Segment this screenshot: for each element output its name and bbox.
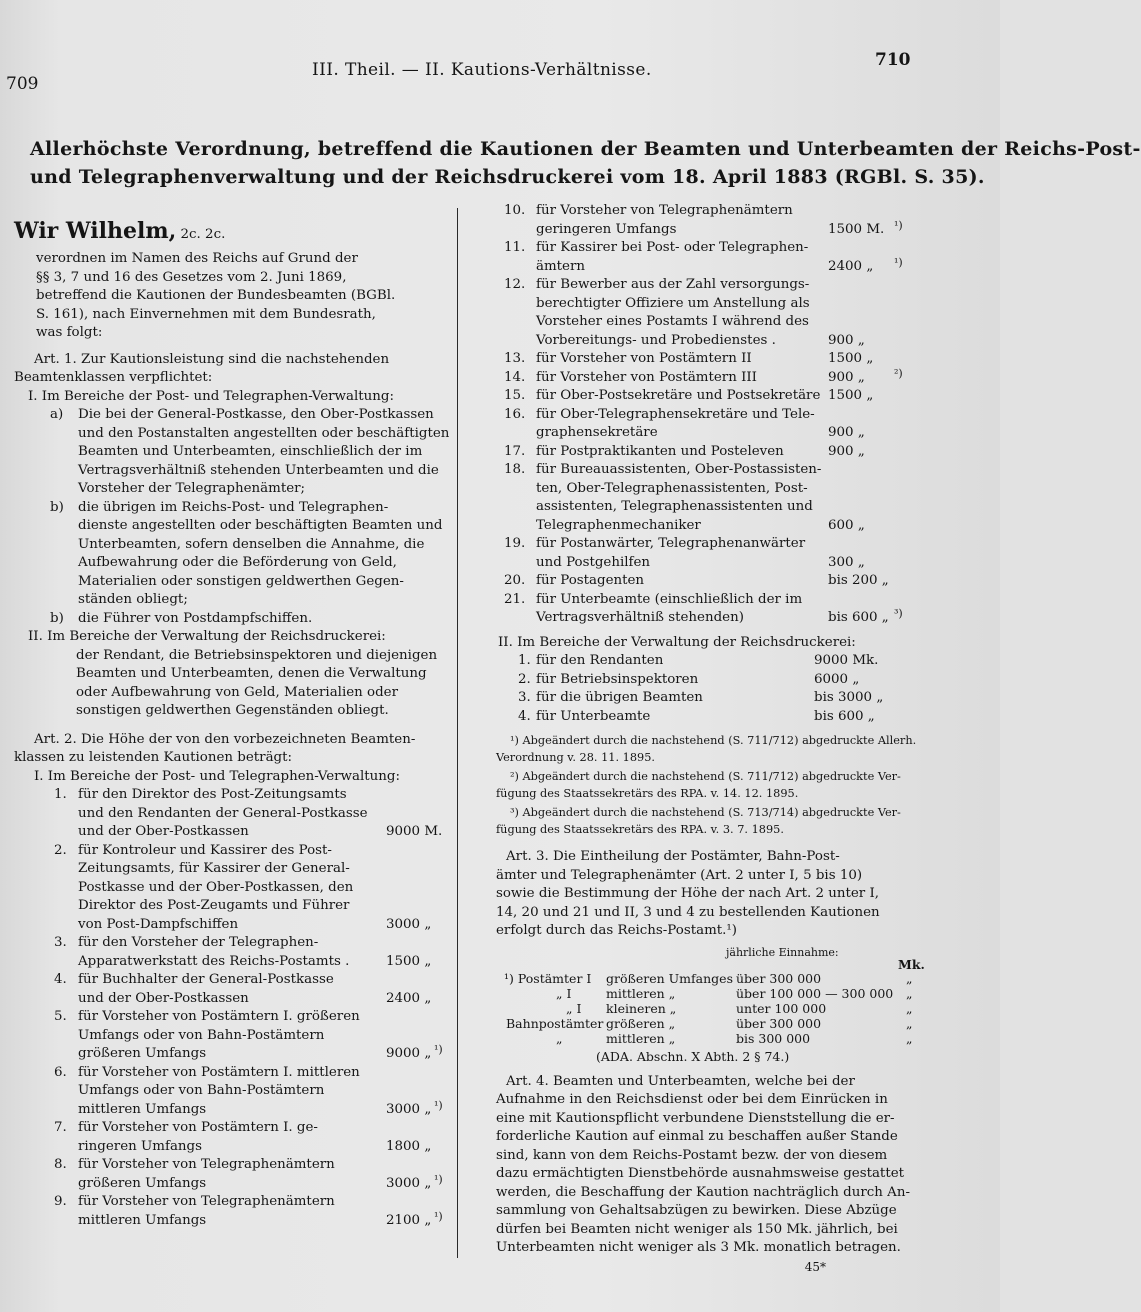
footnote <box>496 768 936 802</box>
art4-line: eine mit Kautionspflicht verbundene Dienststellung die er- <box>496 1110 895 1126</box>
item-line: für Vorsteher von Postämtern II <box>536 351 752 366</box>
document-title-line1: Allerhöchste Verordnung, betreffend die Kautionen der Beamten und Unterbeamten der Reichs-Post- <box>30 138 1141 160</box>
item-amount: 3000 „ <box>386 1175 432 1191</box>
item-line: Materialien oder sonstigen geldwerthen Gegen- <box>78 573 404 589</box>
item-line: Direktor des Post-Zeugamts und Führer <box>78 898 350 913</box>
item-mark: a) <box>50 407 64 422</box>
item-footnote-ref: ¹) <box>434 1209 443 1223</box>
item-number: 7. <box>54 1120 67 1135</box>
list-item <box>14 1008 454 1064</box>
art1-line: Beamtenklassen verpflichtet: <box>14 370 213 385</box>
section2-text <box>14 647 454 721</box>
item-number: 4. <box>54 972 67 987</box>
table-cell-income: über 300 000 <box>736 1015 822 1031</box>
footnote-line: ³) Abgeändert durch die nachstehend (S. 713/714) abgedruckte Ver- <box>510 806 901 819</box>
item-amount: 300 „ <box>828 554 865 570</box>
art2-text <box>14 749 454 768</box>
table-cell-type: „ <box>556 1030 563 1046</box>
list-item <box>496 239 936 276</box>
art4-line: sammlung von Gehaltsabzügen zu bewirken. Diese Abzüge <box>496 1203 897 1218</box>
list-item <box>496 406 936 443</box>
item-line: ständen obliegt; <box>78 592 188 607</box>
item-number: 15. <box>504 388 526 403</box>
art1-label: Art. 1. <box>34 351 77 367</box>
table-cell-size: größeren „ <box>606 1015 676 1031</box>
table-cell-income: unter 100 000 <box>736 1000 827 1016</box>
item-line: Umfangs oder von Bahn-Postämtern <box>78 1083 325 1098</box>
table-cell-income: über 100 000 — 300 000 <box>736 985 894 1001</box>
druckerei-list <box>496 652 936 726</box>
item-line: mittleren Umfangs <box>78 1101 207 1117</box>
table-unit: Mk. <box>898 956 925 972</box>
signature-mark: 45* <box>804 1259 826 1274</box>
table-cell-ditto: „ <box>906 970 913 986</box>
item-footnote-ref: ²) <box>894 366 903 380</box>
list-item <box>496 572 936 591</box>
item-amount: 2400 „ <box>828 258 874 274</box>
item-line: Die bei der General-Postkasse, den Ober-Postkassen <box>78 407 434 422</box>
item-line: für Unterbeamte (einschließlich der im <box>536 591 803 607</box>
list-item <box>496 591 936 628</box>
item-text: für Betriebsinspektoren <box>536 671 699 687</box>
item-amount: 9000 M. <box>386 824 443 839</box>
left-column <box>14 218 454 1230</box>
art4-line: forderliche Kaution auf einmal zu beschaffen außer Stande <box>496 1129 898 1144</box>
list-item <box>14 842 454 935</box>
item-line: für Kontroleur und Kassirer des Post- <box>78 842 332 858</box>
item-amount: 900 „ <box>828 443 865 459</box>
footnote-line: fügung des Staatssekretärs des RPA. v. 3. 7. 1895. <box>496 823 784 836</box>
item-footnote-ref: ¹) <box>894 255 903 269</box>
kaution-list-left <box>14 786 454 1230</box>
item-line: und der Ober-Postkassen <box>78 824 249 839</box>
druckerei-item <box>496 671 936 690</box>
item-line: für Kassirer bei Post- oder Telegraphen- <box>536 240 809 255</box>
item-amount: 9000 Mk. <box>814 653 879 668</box>
item-amount: bis 600 „ <box>828 610 889 625</box>
section2-line: Beamten und Unterbeamten, denen die Verwaltung <box>76 666 427 681</box>
item-mark: b) <box>50 499 64 515</box>
item-line: für Ober-Telegraphensekretäre und Tele- <box>536 406 815 422</box>
item-number: 10. <box>504 203 526 218</box>
item-number: 13. <box>504 351 526 366</box>
art3-line: erfolgt durch das Reichs-Postamt.¹) <box>496 923 737 938</box>
item-number: 20. <box>504 573 526 588</box>
item-line: für Vorsteher von Postämtern III <box>536 369 757 385</box>
item-line: und der Ober-Postkassen <box>78 990 249 1006</box>
art4-label: Art. 4. <box>506 1073 549 1089</box>
art4-line: Beamten und Unterbeamten, welche bei der <box>553 1073 855 1089</box>
footnote-line: ¹) Abgeändert durch die nachstehend (S. 711/712) abgedruckte Allerh. <box>510 734 917 747</box>
item-amount: 1500 „ <box>828 351 874 366</box>
item-line: für den Direktor des Post-Zeitungsamts <box>78 787 347 802</box>
table-cell-size: mittleren „ <box>606 985 676 1001</box>
item-text: für Unterbeamte <box>536 708 651 724</box>
table-cell-income: bis 300 000 <box>736 1030 811 1046</box>
item-footnote-ref: ³) <box>894 607 903 620</box>
list-item <box>14 934 454 971</box>
page-number-left: 709 <box>6 74 39 94</box>
table-cell-type: „ I <box>556 985 572 1001</box>
intro-wir: Wir Wilhelm, <box>14 218 177 244</box>
table-cell-ditto: „ <box>906 1030 913 1046</box>
einnahme-table <box>496 945 936 1067</box>
item-line: Vorsteher der Telegraphenämter; <box>78 481 306 496</box>
list-item <box>496 461 936 535</box>
item-amount: 900 „ <box>828 425 865 440</box>
item-number: 16. <box>504 406 526 422</box>
item-line: ämtern <box>536 258 586 274</box>
item-number: 3. <box>54 935 67 950</box>
item-footnote-ref: ¹) <box>434 1098 443 1112</box>
item-number: 8. <box>54 1157 67 1172</box>
intro-etc: 2c. 2c. <box>180 227 226 242</box>
item-amount: bis 3000 „ <box>814 690 884 705</box>
item-line: für Buchhalter der General-Postkasse <box>78 972 334 987</box>
item-number: 9. <box>54 1194 67 1209</box>
item-line: Zeitungsamts, für Kassirer der General- <box>78 861 350 876</box>
section2-line: sonstigen geldwerthen Gegenständen obliegt. <box>76 703 389 718</box>
item-line: für Vorsteher von Postämtern I. größeren <box>78 1009 360 1024</box>
art1-items <box>14 406 454 628</box>
item-line: Unterbeamten, sofern denselben die Annahme, die <box>78 536 425 552</box>
art1-text <box>14 369 454 388</box>
art3-line: ämter und Telegraphenämter (Art. 2 unter I, 5 bis 10) <box>496 867 863 883</box>
item-line: mittleren Umfangs <box>78 1212 207 1228</box>
art3-line: Die Eintheilung der Postämter, Bahn-Post- <box>553 849 840 864</box>
item-line: geringeren Umfangs <box>536 221 677 237</box>
kaution-list-right <box>496 202 936 628</box>
item-amount: bis 600 „ <box>814 708 875 724</box>
item-number: 11. <box>504 240 526 255</box>
item-footnote-ref: ¹) <box>434 1172 443 1186</box>
art4-text <box>496 1091 936 1258</box>
item-amount: 900 „ <box>828 369 865 385</box>
table-cell-type: ¹) Postämter I <box>504 970 592 986</box>
art2-line: Die Höhe der von den vorbezeichneten Beamten- <box>81 731 416 747</box>
item-number: 5. <box>54 1009 67 1024</box>
item-amount: 2100 „ <box>386 1212 432 1228</box>
item-line: die übrigen im Reichs-Post- und Telegraphen- <box>78 499 389 515</box>
art1-item <box>14 499 454 610</box>
item-number: 14. <box>504 369 526 385</box>
item-line: und den Rendanten der General-Postkasse <box>78 805 368 821</box>
document-title-line2: und Telegraphenverwaltung und der Reichsdruckerei vom 18. April 1883 (RGBl. S. 35). <box>30 166 985 188</box>
section2-line: oder Aufbewahrung von Geld, Materialien oder <box>76 684 399 700</box>
item-number: 19. <box>504 536 526 551</box>
item-number: 2. <box>54 842 67 858</box>
footnote <box>496 732 936 766</box>
item-line: assistenten, Telegraphenassistenten und <box>536 499 813 514</box>
item-line: Vorbereitungs- und Probedienstes . <box>536 332 776 348</box>
art4-line: dürfen bei Beamten nicht weniger als 150 Mk. jährlich, bei <box>496 1221 898 1237</box>
item-footnote-ref: ¹) <box>894 218 903 232</box>
art3-label: Art. 3. <box>506 849 549 864</box>
table-cell-income: über 300 000 <box>736 970 822 986</box>
item-line: für Postpraktikanten und Posteleven <box>536 443 784 459</box>
item-line: Beamten und Unterbeamten, einschließlich der im <box>78 444 423 459</box>
item-number: 18. <box>504 462 526 477</box>
table-reference: (ADA. Abschn. X Abth. 2 § 74.) <box>596 1048 790 1064</box>
art4-line: dazu ermächtigten Dienstbehörde ausnahmsweise gestattet <box>496 1166 905 1181</box>
list-item <box>14 1064 454 1120</box>
list-item <box>496 350 936 369</box>
running-title: III. Theil. — II. Kautions-Verhältnisse. <box>312 60 652 80</box>
item-line: ringeren Umfangs <box>78 1138 203 1154</box>
item-line: für Vorsteher von Postämtern I. ge- <box>78 1120 318 1135</box>
intro-paragraph <box>14 250 454 343</box>
list-item <box>496 202 936 239</box>
table-cell-size: größeren Umfanges <box>606 970 733 986</box>
item-amount: 1500 „ <box>386 953 432 969</box>
art3-line: 14, 20 und 21 und II, 3 und 4 zu bestellenden Kautionen <box>496 904 880 920</box>
item-number: 21. <box>504 591 526 607</box>
item-line: Telegraphenmechaniker <box>536 517 701 533</box>
art4-line: Unterbeamten nicht weniger als 3 Mk. monatlich betragen. <box>496 1240 901 1255</box>
item-line: für Vorsteher von Telegraphenämtern <box>78 1194 335 1209</box>
item-number: 1. <box>518 653 531 668</box>
page-number-right: 710 <box>875 50 911 70</box>
section1b-heading: I. Im Bereiche der Post- und Telegraphen-Verwaltung: <box>34 768 400 784</box>
item-line: für Bewerber aus der Zahl versorgungs- <box>536 277 810 292</box>
item-line: berechtigter Offiziere um Anstellung als <box>536 295 810 311</box>
list-item <box>496 366 936 388</box>
item-line: für Bureauassistenten, Ober-Postassisten- <box>536 462 822 477</box>
item-text: für die übrigen Beamten <box>536 690 703 705</box>
item-amount: 600 „ <box>828 517 865 533</box>
section2-heading: II. Im Bereiche der Verwaltung der Reichsdruckerei: <box>28 629 386 644</box>
art1-item <box>14 406 454 499</box>
item-amount: 1500 „ <box>828 388 874 403</box>
item-amount: 9000 „ <box>386 1046 432 1061</box>
footnote-line: fügung des Staatssekretärs des RPA. v. 14. 12. 1895. <box>496 787 799 800</box>
table-cell-ditto: „ <box>906 1000 913 1016</box>
footnote-line: ²) Abgeändert durch die nachstehend (S. 711/712) abgedruckte Ver- <box>510 770 901 783</box>
item-amount: 6000 „ <box>814 671 860 687</box>
list-item <box>14 1156 454 1193</box>
item-text: für den Rendanten <box>536 653 664 668</box>
item-amount: 1500 M. <box>828 221 885 237</box>
right-column <box>496 202 936 1276</box>
art2-line: klassen zu leistenden Kautionen beträgt: <box>14 750 293 765</box>
art4-line: werden, die Beschaffung der Kaution nachträglich durch An- <box>496 1184 910 1200</box>
item-line: und Postgehilfen <box>536 554 651 570</box>
intro-line: §§ 3, 7 und 16 des Gesetzes vom 2. Juni 1869, <box>36 269 347 285</box>
item-line: Vertragsverhältniß stehenden Unterbeamten und die <box>78 462 439 478</box>
item-amount: bis 200 „ <box>828 573 889 588</box>
list-item <box>14 971 454 1008</box>
table-cell-size: kleineren „ <box>606 1000 677 1016</box>
item-line: Vorsteher eines Postamts I während des <box>536 314 809 329</box>
section2-line: der Rendant, die Betriebsinspektoren und diejenigen <box>76 647 438 663</box>
list-item <box>496 535 936 572</box>
table-cell-ditto: „ <box>906 985 913 1001</box>
footnote <box>496 804 936 838</box>
intro-line: verordnen im Namen des Reichs auf Grund der <box>36 251 358 266</box>
footnotes <box>496 732 936 838</box>
table-cell-ditto: „ <box>906 1015 913 1031</box>
table-cell-size: mittleren „ <box>606 1030 676 1046</box>
item-line: für Postagenten <box>536 573 645 588</box>
item-number: 1. <box>54 787 67 802</box>
section1-heading: I. Im Bereiche der Post- und Telegraphen-Verwaltung: <box>28 388 394 404</box>
list-item <box>496 276 936 350</box>
list-item <box>14 1193 454 1230</box>
item-line: die Führer von Postdampfschiffen. <box>78 610 313 626</box>
list-item <box>14 1119 454 1156</box>
intro-line: betreffend die Kautionen der Bundesbeamten (BGBl. <box>36 288 396 303</box>
table-cell-type: „ I <box>566 1000 582 1016</box>
art1-line: Zur Kautionsleistung sind die nachstehenden <box>81 351 390 367</box>
item-line: von Post-Dampfschiffen <box>78 916 239 932</box>
item-line: für Ober-Postsekretäre und Postsekretäre <box>536 388 821 403</box>
item-number: 2. <box>518 671 531 687</box>
item-amount: 2400 „ <box>386 990 432 1006</box>
item-amount: 3000 „ <box>386 916 432 932</box>
art3-text <box>496 867 936 941</box>
druckerei-item <box>496 689 936 708</box>
item-mark: b) <box>50 610 64 626</box>
list-item <box>14 786 454 842</box>
item-line: und den Postanstalten angestellten oder beschäftigten <box>78 425 450 441</box>
item-amount: 900 „ <box>828 332 865 348</box>
item-line: Vertragsverhältniß stehenden) <box>536 610 744 625</box>
item-line: Umfangs oder von Bahn-Postämtern <box>78 1027 325 1043</box>
item-number: 17. <box>504 443 526 459</box>
druckerei-item <box>496 708 936 727</box>
art1-item <box>14 610 454 629</box>
item-line: Postkasse und der Ober-Postkassen, den <box>78 879 354 895</box>
list-item <box>496 387 936 406</box>
item-line: ten, Ober-Telegraphenassistenten, Post- <box>536 480 808 496</box>
druckerei-heading: II. Im Bereiche der Verwaltung der Reichsdruckerei: <box>498 634 856 650</box>
art2-label: Art. 2. <box>34 731 77 747</box>
item-line: dienste angestellten oder beschäftigten Beamten und <box>78 518 443 533</box>
item-number: 6. <box>54 1064 67 1080</box>
item-amount: 3000 „ <box>386 1101 432 1117</box>
item-line: für Vorsteher von Telegraphenämtern <box>536 203 793 218</box>
intro-line: S. 161), nach Einvernehmen mit dem Bundesrath, <box>36 306 376 322</box>
item-line: Apparatwerkstatt des Reichs-Postamts . <box>78 953 350 969</box>
table-cell-type: Bahnpostämter <box>506 1015 604 1031</box>
item-line: graphensekretäre <box>536 425 658 440</box>
table-head: jährliche Einnahme: <box>726 945 839 959</box>
footnote-line: Verordnung v. 28. 11. 1895. <box>496 751 655 764</box>
item-number: 4. <box>518 708 531 724</box>
item-line: für Postanwärter, Telegraphenanwärter <box>536 536 806 551</box>
item-amount: 1800 „ <box>386 1138 432 1154</box>
art4-line: Aufnahme in den Reichsdienst oder bei dem Einrücken in <box>496 1092 888 1107</box>
list-item <box>496 443 936 462</box>
item-line: für Vorsteher von Telegraphenämtern <box>78 1157 335 1172</box>
item-line: Aufbewahrung oder die Beförderung von Geld, <box>78 555 397 570</box>
item-footnote-ref: ¹) <box>434 1043 443 1056</box>
item-number: 3. <box>518 690 531 705</box>
column-divider <box>457 208 458 1258</box>
item-number: 12. <box>504 277 526 292</box>
item-line: größeren Umfangs <box>78 1046 207 1061</box>
item-line: für den Vorsteher der Telegraphen- <box>78 935 319 950</box>
intro-line: was folgt: <box>36 325 103 340</box>
item-line: für Vorsteher von Postämtern I. mittleren <box>78 1064 360 1080</box>
druckerei-item <box>496 652 936 671</box>
item-line: größeren Umfangs <box>78 1175 207 1191</box>
art4-line: sind, kann von dem Reichs-Postamt bezw. der von diesem <box>496 1147 888 1163</box>
art3-line: sowie die Bestimmung der Höhe der nach Art. 2 unter I, <box>496 886 880 901</box>
